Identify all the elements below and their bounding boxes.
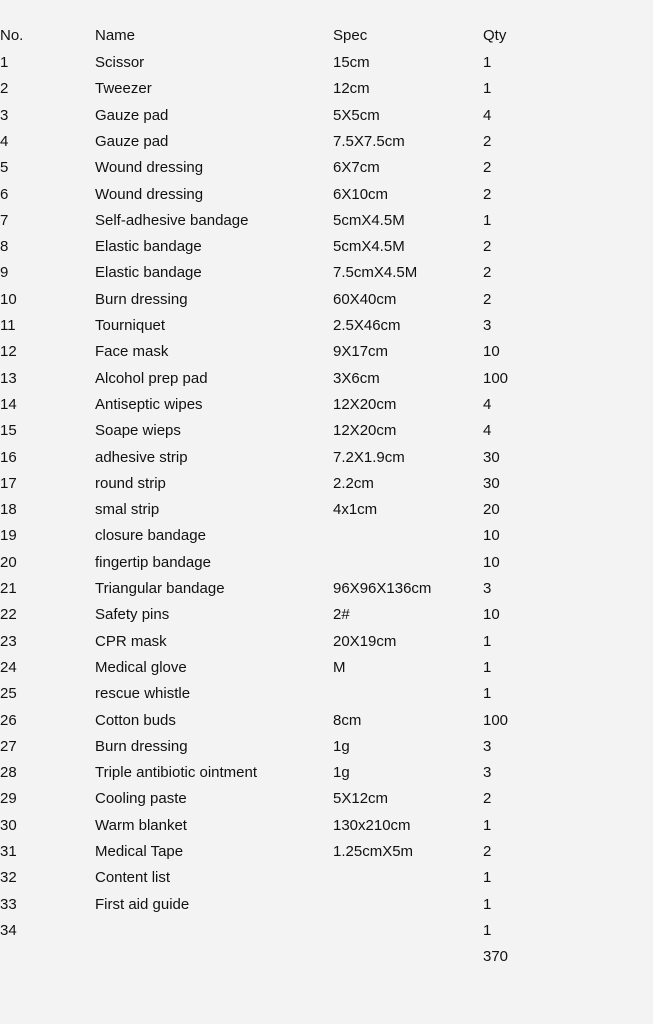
row-qty: 1	[483, 685, 492, 702]
table-row	[0, 629, 653, 655]
row-spec: 2#	[333, 606, 350, 623]
table-row	[0, 445, 653, 471]
row-spec: 15cm	[333, 54, 370, 71]
table-row	[0, 339, 653, 365]
row-name: Tweezer	[95, 80, 152, 97]
table-row	[0, 760, 653, 786]
row-spec: 5cmX4.5M	[333, 238, 405, 255]
row-spec: 5cmX4.5M	[333, 212, 405, 229]
table-row	[0, 576, 653, 602]
row-no: 14	[0, 396, 17, 413]
row-name: Burn dressing	[95, 738, 188, 755]
row-name: fingertip bandage	[95, 554, 211, 571]
table-row	[0, 734, 653, 760]
row-name: Elastic bandage	[95, 264, 202, 281]
row-spec: 6X7cm	[333, 159, 380, 176]
row-no: 17	[0, 475, 17, 492]
row-spec: 4x1cm	[333, 501, 378, 518]
row-name: Tourniquet	[95, 317, 166, 334]
row-name: round strip	[95, 475, 166, 492]
row-spec: 96X96X136cm	[333, 580, 432, 597]
row-name: Cooling paste	[95, 790, 187, 807]
row-no: 1	[0, 54, 9, 71]
row-qty: 1	[483, 817, 492, 834]
header-no: No.	[0, 27, 24, 44]
row-qty: 1	[483, 54, 492, 71]
row-spec: 1g	[333, 738, 350, 755]
row-no: 21	[0, 580, 17, 597]
row-no: 13	[0, 370, 17, 387]
row-name: Scissor	[95, 54, 145, 71]
table-row	[0, 260, 653, 286]
row-name: Warm blanket	[95, 817, 187, 834]
row-name: Cotton buds	[95, 712, 176, 729]
row-no: 7	[0, 212, 9, 229]
header-spec: Spec	[333, 27, 368, 44]
row-spec: 9X17cm	[333, 343, 389, 360]
row-qty: 100	[483, 712, 509, 729]
row-spec: 12cm	[333, 80, 370, 97]
row-qty: 1	[483, 212, 492, 229]
table-row	[0, 892, 653, 918]
row-qty: 4	[483, 396, 492, 413]
row-name: Soape wieps	[95, 422, 181, 439]
row-no: 12	[0, 343, 17, 360]
row-no: 6	[0, 186, 9, 203]
row-name: First aid guide	[95, 896, 190, 913]
table-row	[0, 602, 653, 628]
row-qty: 10	[483, 606, 500, 623]
row-qty: 1	[483, 80, 492, 97]
table-row	[0, 523, 653, 549]
row-no: 19	[0, 527, 17, 544]
row-no: 31	[0, 843, 17, 860]
table-row	[0, 918, 653, 944]
row-spec: 130x210cm	[333, 817, 411, 834]
row-no: 26	[0, 712, 17, 729]
row-qty: 4	[483, 422, 492, 439]
row-no: 15	[0, 422, 17, 439]
row-qty: 2	[483, 159, 492, 176]
row-no: 9	[0, 264, 9, 281]
table-row	[0, 366, 653, 392]
table-row	[0, 182, 653, 208]
row-no: 28	[0, 764, 17, 781]
row-no: 3	[0, 107, 9, 124]
row-name: Medical Tape	[95, 843, 184, 860]
row-qty: 4	[483, 107, 492, 124]
row-spec: 3X6cm	[333, 370, 380, 387]
row-qty: 2	[483, 264, 492, 281]
row-name: Gauze pad	[95, 133, 169, 150]
row-no: 22	[0, 606, 17, 623]
row-spec: 1.25cmX5m	[333, 843, 414, 860]
row-qty: 1	[483, 633, 492, 650]
table-row	[0, 392, 653, 418]
table-row	[0, 550, 653, 576]
row-qty: 1	[483, 922, 492, 939]
row-no: 24	[0, 659, 17, 676]
row-qty: 100	[483, 370, 509, 387]
row-name: Burn dressing	[95, 291, 188, 308]
row-spec: 1g	[333, 764, 350, 781]
row-name: closure bandage	[95, 527, 206, 544]
row-spec: 7.2X1.9cm	[333, 449, 405, 466]
table-row	[0, 313, 653, 339]
row-qty: 3	[483, 317, 492, 334]
row-qty: 30	[483, 449, 500, 466]
row-no: 34	[0, 922, 17, 939]
row-spec: 12X20cm	[333, 396, 397, 413]
table-row	[0, 655, 653, 681]
row-no: 33	[0, 896, 17, 913]
row-spec: 60X40cm	[333, 291, 397, 308]
row-no: 5	[0, 159, 9, 176]
row-name: Elastic bandage	[95, 238, 202, 255]
row-no: 32	[0, 869, 17, 886]
row-qty: 2	[483, 133, 492, 150]
row-qty: 1	[483, 869, 492, 886]
row-no: 23	[0, 633, 17, 650]
row-name: adhesive strip	[95, 449, 188, 466]
total-qty: 370	[483, 948, 509, 965]
header-qty: Qty	[483, 27, 507, 44]
header-name: Name	[95, 27, 136, 44]
table-row	[0, 786, 653, 812]
row-no: 10	[0, 291, 17, 308]
table-row	[0, 208, 653, 234]
row-name: Triple antibiotic ointment	[95, 764, 258, 781]
table-row	[0, 497, 653, 523]
table-row	[0, 471, 653, 497]
row-qty: 30	[483, 475, 500, 492]
row-spec: 6X10cm	[333, 186, 389, 203]
row-spec: 7.5X7.5cm	[333, 133, 405, 150]
row-name: Gauze pad	[95, 107, 169, 124]
row-qty: 10	[483, 554, 500, 571]
total-row	[0, 944, 653, 970]
row-spec: 5X5cm	[333, 107, 380, 124]
row-no: 27	[0, 738, 17, 755]
row-no: 25	[0, 685, 17, 702]
table-row	[0, 234, 653, 260]
row-qty: 10	[483, 527, 500, 544]
row-qty: 2	[483, 291, 492, 308]
row-no: 4	[0, 133, 9, 150]
row-spec: M	[333, 659, 346, 676]
row-qty: 2	[483, 186, 492, 203]
row-name: Wound dressing	[95, 159, 204, 176]
row-qty: 10	[483, 343, 500, 360]
row-name: rescue whistle	[95, 685, 191, 702]
table-row	[0, 865, 653, 891]
row-qty: 1	[483, 896, 492, 913]
table-row	[0, 76, 653, 102]
row-no: 29	[0, 790, 17, 807]
row-spec: 2.5X46cm	[333, 317, 401, 334]
row-qty: 2	[483, 238, 492, 255]
row-spec: 12X20cm	[333, 422, 397, 439]
row-qty: 2	[483, 843, 492, 860]
row-no: 16	[0, 449, 17, 466]
row-no: 18	[0, 501, 17, 518]
row-spec: 20X19cm	[333, 633, 397, 650]
row-spec: 7.5cmX4.5M	[333, 264, 418, 281]
row-name: CPR mask	[95, 633, 167, 650]
table-row	[0, 287, 653, 313]
row-no: 11	[0, 317, 16, 334]
table-row	[0, 708, 653, 734]
row-qty: 1	[483, 659, 492, 676]
table-row	[0, 813, 653, 839]
row-qty: 3	[483, 580, 492, 597]
row-name: Safety pins	[95, 606, 170, 623]
row-no: 8	[0, 238, 9, 255]
row-qty: 3	[483, 764, 492, 781]
row-name: Face mask	[95, 343, 169, 360]
row-name: smal strip	[95, 501, 160, 518]
row-spec: 8cm	[333, 712, 362, 729]
table-row	[0, 418, 653, 444]
row-name: Triangular bandage	[95, 580, 225, 597]
row-no: 30	[0, 817, 17, 834]
table-row	[0, 681, 653, 707]
row-no: 2	[0, 80, 9, 97]
header-row	[0, 23, 653, 49]
table-row	[0, 103, 653, 129]
row-spec: 2.2cm	[333, 475, 374, 492]
table-row	[0, 50, 653, 76]
table-row	[0, 129, 653, 155]
row-qty: 20	[483, 501, 500, 518]
row-qty: 3	[483, 738, 492, 755]
table-row	[0, 155, 653, 181]
table-row	[0, 839, 653, 865]
row-name: Alcohol prep pad	[95, 370, 208, 387]
row-qty: 2	[483, 790, 492, 807]
row-spec: 5X12cm	[333, 790, 389, 807]
row-name: Wound dressing	[95, 186, 204, 203]
row-name: Antiseptic wipes	[95, 396, 203, 413]
row-name: Medical glove	[95, 659, 187, 676]
row-no: 20	[0, 554, 17, 571]
row-name: Content list	[95, 869, 171, 886]
row-name: Self-adhesive bandage	[95, 212, 249, 229]
